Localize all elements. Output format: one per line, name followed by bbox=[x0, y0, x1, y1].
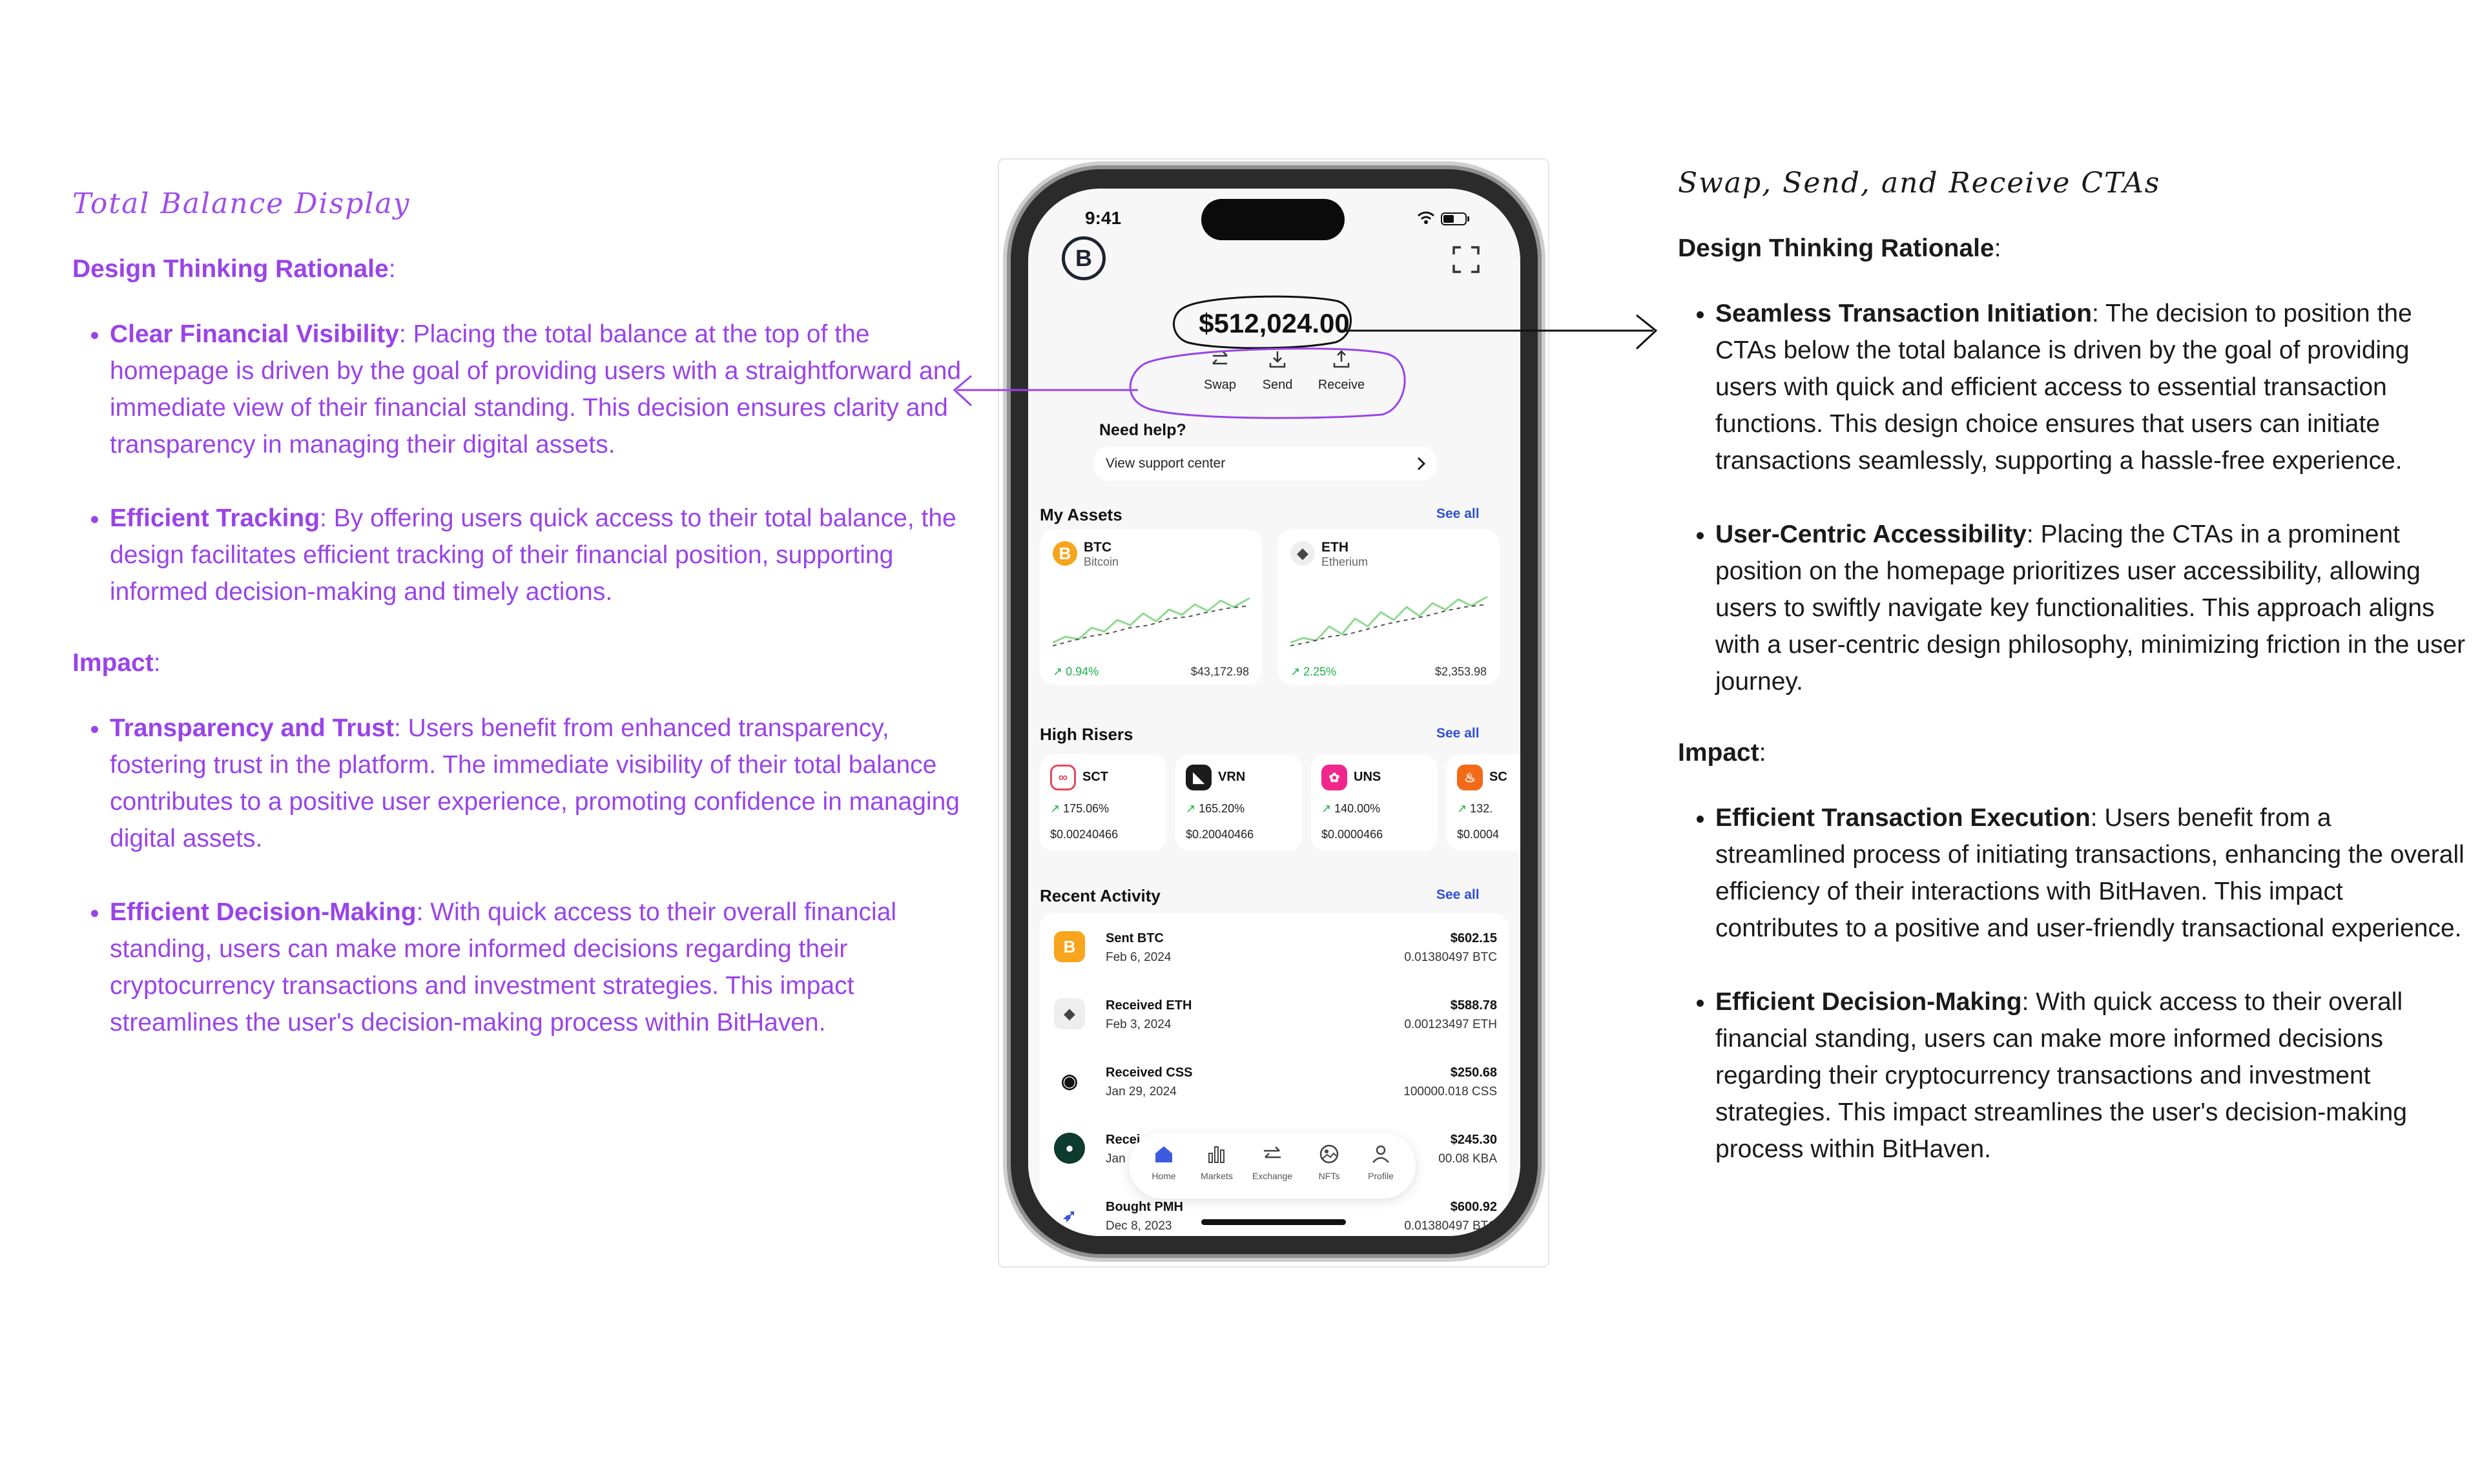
riser-symbol: SC bbox=[1489, 770, 1507, 784]
right-annotation-title: Swap, Send, and Receive CTAs bbox=[1678, 167, 2161, 200]
receive-label: Receive bbox=[1318, 378, 1365, 392]
activity-date: Feb 3, 2024 bbox=[1106, 1018, 1172, 1031]
flame-coin-icon: ♨ bbox=[1457, 765, 1483, 790]
left-impact-heading: Impact: bbox=[72, 649, 161, 677]
pmh-coin-icon: ➶ bbox=[1054, 1200, 1085, 1231]
riser-change: ↗ 140.00% bbox=[1321, 802, 1381, 815]
asset-symbol: ETH bbox=[1321, 540, 1348, 555]
send-label: Send bbox=[1262, 378, 1293, 392]
nav-nfts-label: NFTs bbox=[1318, 1171, 1340, 1181]
activity-amount: $245.30 bbox=[1450, 1133, 1497, 1147]
help-title: Need help? bbox=[1099, 421, 1186, 439]
activity-title: Received CSS bbox=[1106, 1066, 1193, 1080]
support-link-label: View support center bbox=[1106, 456, 1226, 471]
activity-date: Jan bbox=[1106, 1152, 1126, 1166]
riser-price: $0.20040466 bbox=[1186, 828, 1254, 841]
riser-price: $0.00240466 bbox=[1050, 828, 1119, 841]
ethereum-icon: ◆ bbox=[1054, 998, 1085, 1029]
activity-amount: $600.92 bbox=[1450, 1200, 1497, 1214]
activity-amount: $588.78 bbox=[1450, 998, 1497, 1013]
riser-change-value: 165.20% bbox=[1199, 802, 1245, 815]
activity-amount: $602.15 bbox=[1450, 931, 1497, 945]
asset-change: ↗ 2.25% bbox=[1290, 665, 1337, 678]
asset-change: ↗ 0.94% bbox=[1053, 665, 1099, 678]
activity-title: Sent BTC bbox=[1106, 931, 1164, 945]
nav-profile-label: Profile bbox=[1368, 1171, 1394, 1181]
nav-exchange-label: Exchange bbox=[1252, 1171, 1293, 1181]
my-assets-heading: My Assets bbox=[1040, 505, 1122, 524]
activity-qty: 100000.018 CSS bbox=[1403, 1085, 1497, 1098]
recent-activity-heading: Recent Activity bbox=[1040, 886, 1161, 905]
riser-change-value: 140.00% bbox=[1334, 802, 1381, 815]
activity-date: Feb 6, 2024 bbox=[1106, 951, 1172, 964]
asset-change-value: 2.25% bbox=[1303, 665, 1337, 678]
activity-see-all[interactable]: See all bbox=[1436, 887, 1480, 902]
nav-home-label: Home bbox=[1152, 1171, 1176, 1181]
activity-date: Dec 8, 2023 bbox=[1106, 1219, 1172, 1233]
right-impact-heading: Impact: bbox=[1678, 739, 1766, 767]
riser-symbol: UNS bbox=[1354, 770, 1381, 784]
asset-price: $43,172.98 bbox=[1190, 665, 1249, 678]
activity-title: Bought PMH bbox=[1106, 1200, 1183, 1214]
right-rationale-item: • Seamless Transaction Initiation: The decision to position the CTAs below the total balance is driven by the goal of providing users with quick and efficient access to essential transaction functions. This design choice ensures that users can initiate transactions seamlessly, supporting a hassle-free experience. bbox=[1715, 295, 2467, 479]
actions-highlight-circle bbox=[1130, 349, 1405, 418]
riser-change-value: 132. bbox=[1470, 802, 1493, 815]
balance-highlight-circle bbox=[1173, 296, 1350, 348]
bitcoin-icon: B bbox=[1054, 931, 1085, 962]
left-rationale-item: • Efficient Tracking: By offering users quick access to their total balance, the design facilitates efficient tracking of their financial position, supporting informed decision-making and timely actions. bbox=[110, 500, 976, 610]
asset-price: $2,353.98 bbox=[1434, 665, 1487, 678]
right-impact-item: • Efficient Transaction Execution: Users benefit from a streamlined process of initiating transactions, enhancing the overall efficiency of their interactions with BitHaven. This impact contributes to a positive and user-friendly transactional experience. bbox=[1715, 799, 2467, 947]
left-impact-item: • Transparency and Trust: Users benefit from enhanced transparency, fostering trust in the platform. The immediate visibility of their total balance contributes to a positive user experience, promoting confidence in managing digital assets. bbox=[110, 710, 976, 857]
riser-change: ↗ 175.06% bbox=[1050, 802, 1110, 815]
asset-name: Bitcoin bbox=[1084, 555, 1119, 568]
total-balance: $512,024.00 bbox=[1199, 308, 1350, 338]
swap-label: Swap bbox=[1203, 378, 1237, 392]
logo-letter: B bbox=[1075, 245, 1092, 271]
riser-change-value: 175.06% bbox=[1063, 802, 1110, 815]
riser-price: $0.0000466 bbox=[1321, 828, 1383, 841]
css-coin-icon: ◉ bbox=[1054, 1066, 1085, 1097]
activity-date: Jan 29, 2024 bbox=[1106, 1085, 1177, 1098]
right-impact-item: • Efficient Decision-Making: With quick access to their overall financial standing, users can make more informed decisions regarding their cryptocurrency transactions and investment strategies. This impact streamlines the user's decision-making process within BitHaven. bbox=[1715, 984, 2467, 1168]
activity-title: Recei bbox=[1106, 1133, 1141, 1147]
asset-name: Etherium bbox=[1321, 555, 1369, 568]
arrow-to-right-annotation bbox=[1341, 315, 1656, 349]
status-time: 9:41 bbox=[1085, 208, 1122, 228]
ethereum-icon: ◆ bbox=[1290, 541, 1315, 566]
risers-see-all[interactable]: See all bbox=[1436, 726, 1480, 741]
left-rationale-item: • Clear Financial Visibility: Placing the total balance at the top of the homepage is driven by the goal of providing users with a straightforward and immediate view of their financial standing. This decision ensures clarity and transparency in managing their digital assets. bbox=[110, 316, 976, 463]
arrow-to-left-annotation bbox=[955, 376, 1138, 406]
riser-change: ↗ 165.20% bbox=[1186, 802, 1245, 815]
assets-see-all[interactable]: See all bbox=[1436, 506, 1480, 521]
sct-coin-icon: ∞ bbox=[1050, 765, 1076, 790]
left-annotation-title: Total Balance Display bbox=[72, 187, 411, 220]
kba-coin-icon: ● bbox=[1054, 1133, 1085, 1164]
right-rationale-heading: Design Thinking Rationale: bbox=[1678, 234, 2001, 262]
riser-symbol: SCT bbox=[1082, 770, 1108, 784]
right-rationale-item: • User-Centric Accessibility: Placing the CTAs in a prominent position on the homepage prioritizes user accessibility, allowing users to swiftly navigate key functionalities. This approach aligns with a user-centric design philosophy, minimizing friction in the user journey. bbox=[1715, 516, 2467, 700]
activity-qty: 00.08 KBA bbox=[1438, 1152, 1497, 1166]
left-impact-item: • Efficient Decision-Making: With quick access to their overall financial standing, users can make more informed decisions regarding their cryptocurrency transactions and investment strategies. This impact streamlines the user's decision-making process within BitHaven. bbox=[110, 894, 976, 1041]
nav-markets-label: Markets bbox=[1201, 1171, 1233, 1181]
activity-amount: $250.68 bbox=[1450, 1066, 1497, 1080]
bitcoin-icon: B bbox=[1053, 541, 1077, 566]
asset-change-value: 0.94% bbox=[1066, 665, 1099, 678]
activity-qty: 0.01380497 BTC bbox=[1404, 951, 1497, 964]
vrn-coin-icon: ◣ bbox=[1186, 765, 1212, 790]
activity-qty: 0.00123497 ETH bbox=[1404, 1018, 1497, 1031]
high-risers-heading: High Risers bbox=[1040, 725, 1133, 744]
riser-change: ↗ 132. bbox=[1457, 802, 1493, 815]
riser-symbol: VRN bbox=[1218, 770, 1246, 784]
asset-symbol: BTC bbox=[1084, 540, 1112, 555]
left-rationale-heading: Design Thinking Rationale: bbox=[72, 255, 396, 283]
activity-title: Received ETH bbox=[1106, 998, 1192, 1013]
activity-qty: 0.01380497 BTC bbox=[1404, 1219, 1497, 1233]
riser-price: $0.0004 bbox=[1457, 828, 1500, 841]
uns-coin-icon: ✿ bbox=[1321, 765, 1347, 790]
